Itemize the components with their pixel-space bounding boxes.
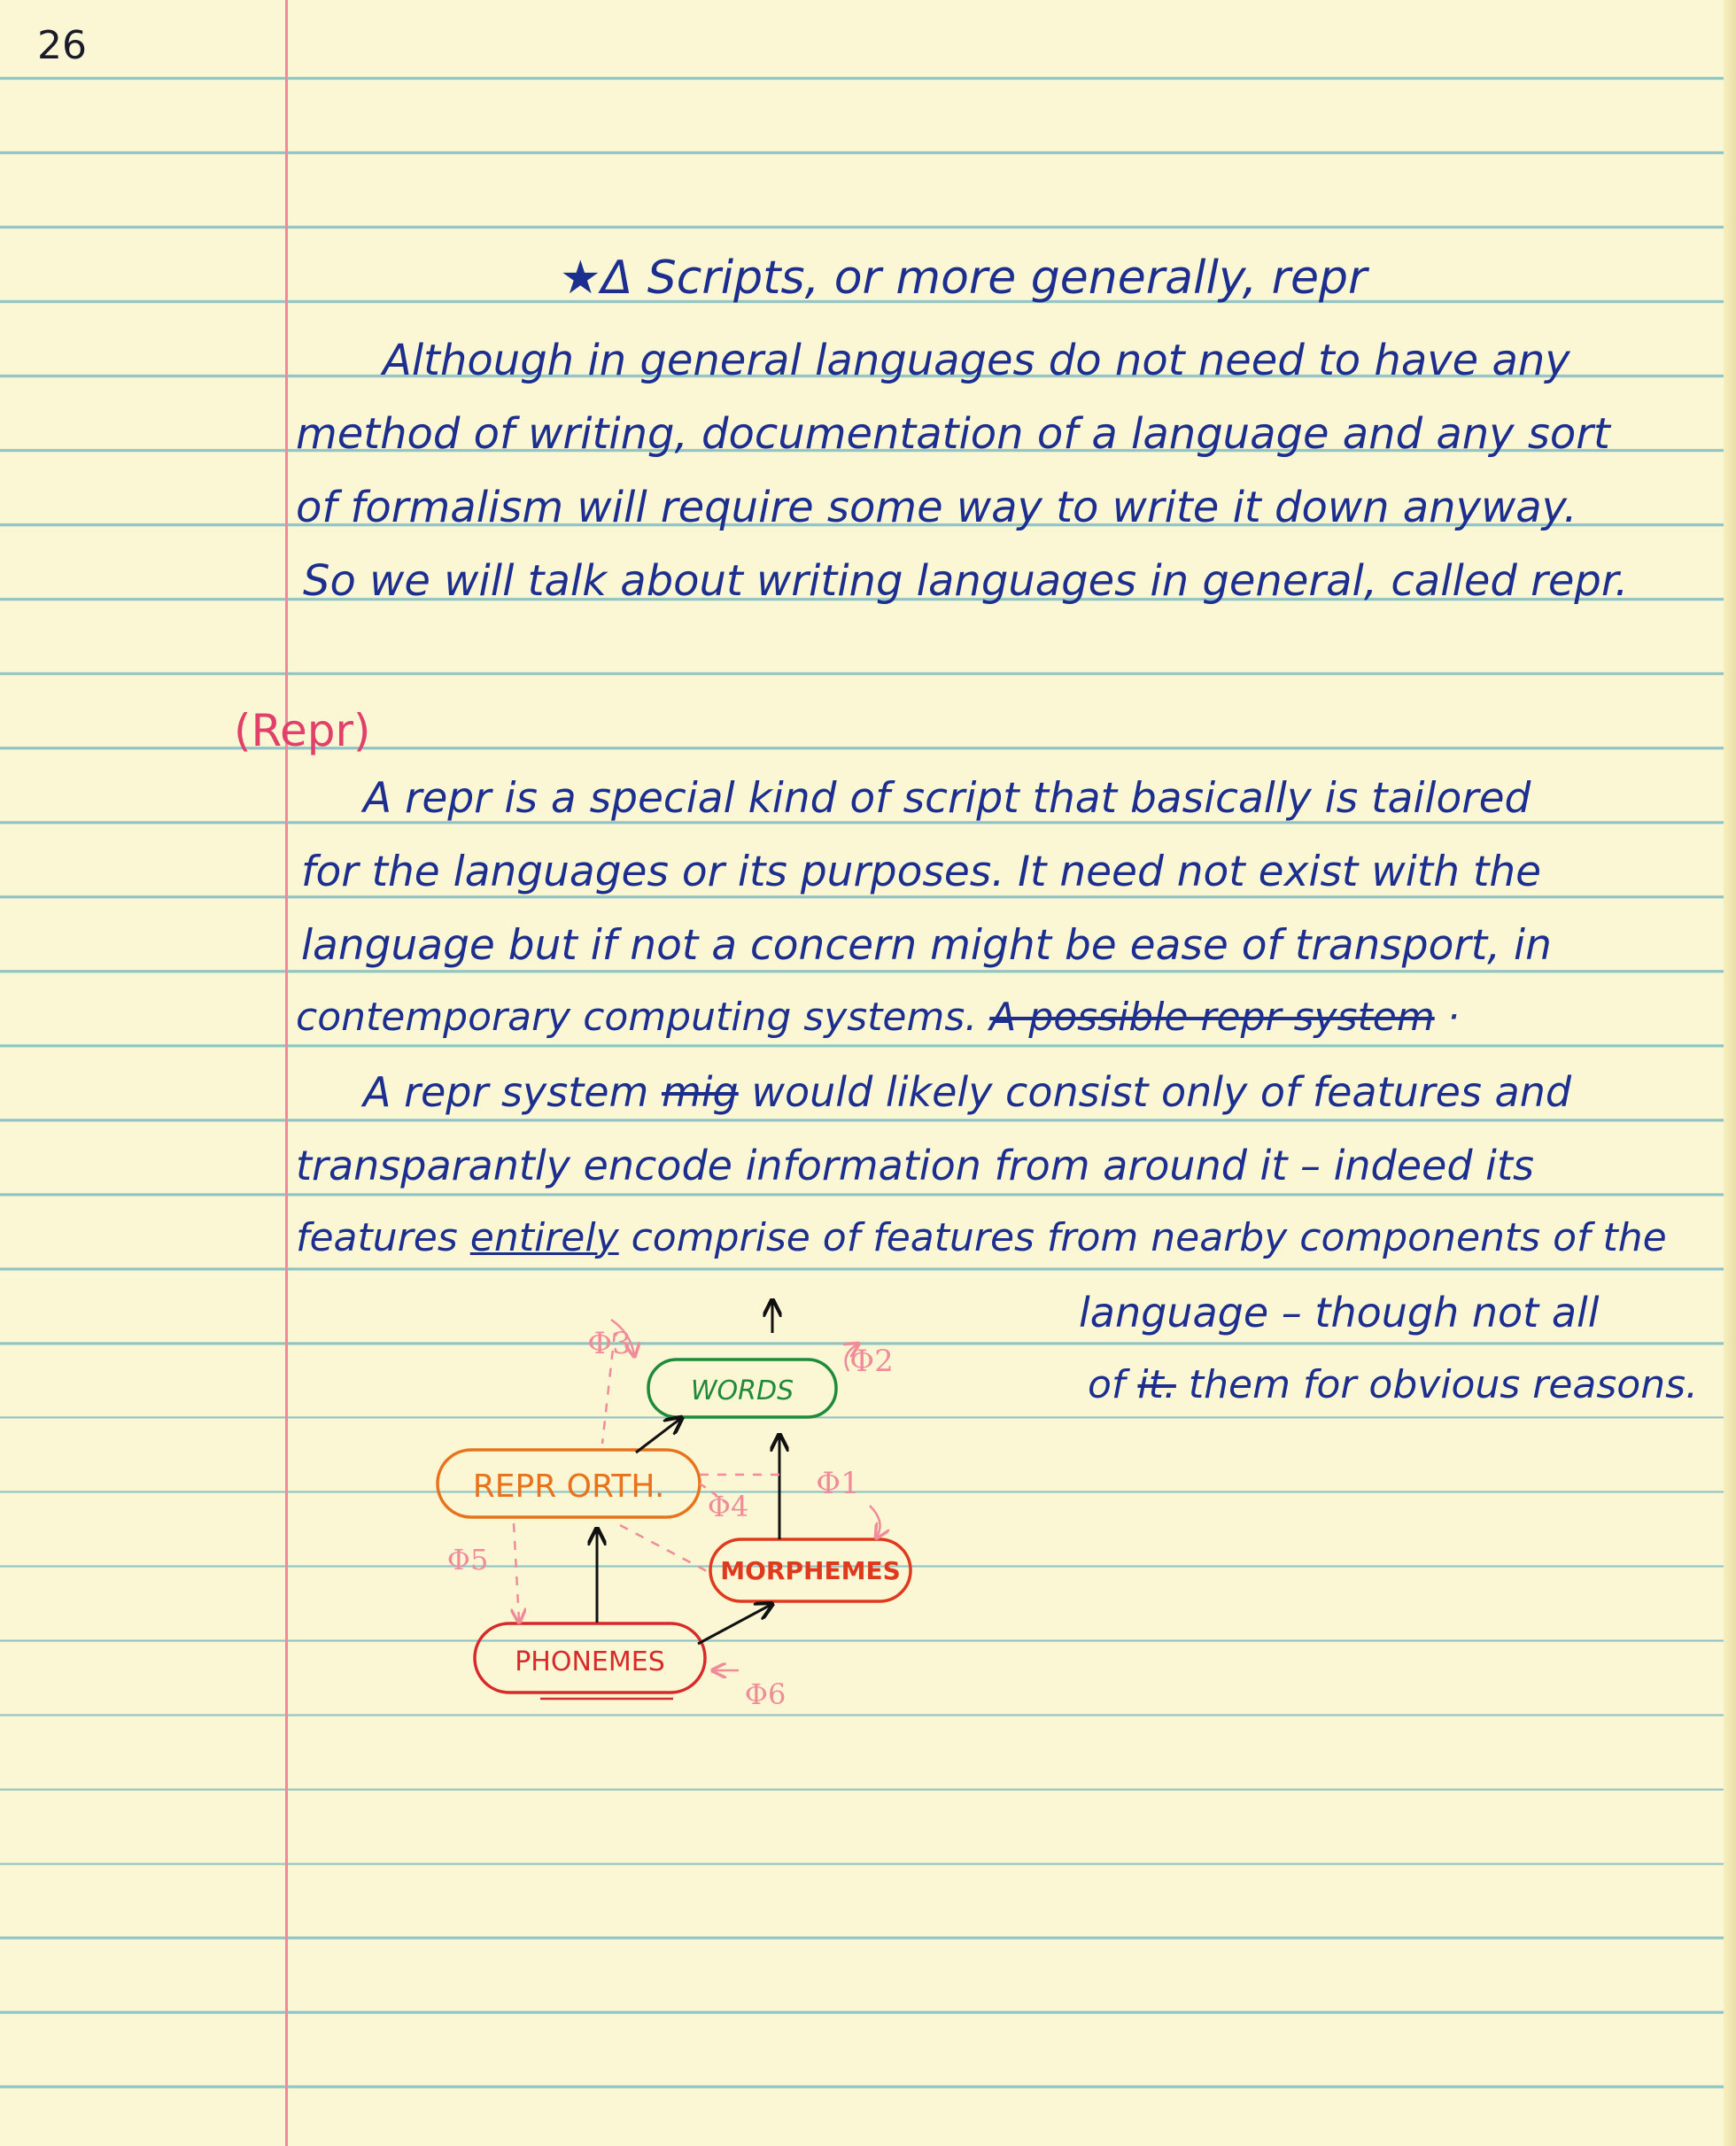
arrow-phonemes-to-morphemes xyxy=(698,1605,771,1644)
orth-morphemes-dash xyxy=(620,1525,709,1572)
phi5-dash xyxy=(514,1523,519,1621)
struck-text: A possible repr system xyxy=(989,995,1435,1040)
heading-text: Scripts, or more generally, repr xyxy=(647,252,1368,305)
phonemes-label: PHONEMES xyxy=(515,1646,665,1677)
paragraph-3-right-line-1: language – though not all xyxy=(1079,1289,1600,1336)
phi6-label: Φ6 xyxy=(744,1677,787,1711)
page-number: 26 xyxy=(37,23,87,68)
section-label: (Repr) xyxy=(234,705,371,756)
paragraph-1-line-4: So we will talk about writing languages in general, called repr. xyxy=(303,556,1629,606)
underlined-word: entirely xyxy=(469,1215,619,1260)
morphemes-label: MORPHEMES xyxy=(720,1556,901,1585)
paragraph-2-line-2: for the languages or its purposes. It need not exist with the xyxy=(301,848,1542,896)
paragraph-2-text: contemporary computing systems. xyxy=(296,995,978,1040)
words-label: WORDS xyxy=(690,1375,794,1406)
paragraph-3-line-3-start: features xyxy=(296,1215,458,1260)
paragraph-1-line-2: method of writing, documentation of a language and any sort xyxy=(296,409,1610,459)
star-delta-icon: ★Δ xyxy=(560,252,633,305)
paragraph-3-start: A repr system xyxy=(363,1068,649,1116)
phi1-arrow xyxy=(870,1506,880,1537)
paragraph-2-line-1: A repr is a special kind of script that basically is tailored xyxy=(363,774,1531,823)
right-line-2-start: of xyxy=(1088,1362,1126,1407)
phi3-label: Φ3 xyxy=(587,1326,632,1361)
paragraph-3-rest: would likely consist only of features and xyxy=(751,1068,1572,1116)
repr-orth-label: REPR ORTH. xyxy=(472,1468,665,1505)
phi4-label: Φ4 xyxy=(707,1490,749,1523)
paragraph-1-line-3: of formalism will require some way to write it down anyway. xyxy=(296,483,1577,532)
paragraph-2-line-3: language but if not a concern might be ease of transport, in xyxy=(301,921,1552,970)
end-mark: · xyxy=(1446,995,1460,1040)
struck-it: it. xyxy=(1137,1362,1176,1407)
paragraph-3-line-3-rest: comprise of features from nearby components of the xyxy=(631,1215,1667,1260)
right-line-2-rest: them for obvious reasons. xyxy=(1188,1362,1699,1407)
paragraph-3-line-2: transparantly encode information from around it – indeed its xyxy=(296,1142,1534,1189)
arrow-orth-to-words xyxy=(636,1419,680,1453)
phi1-label: Φ1 xyxy=(816,1466,860,1501)
phi5-label: Φ5 xyxy=(446,1543,489,1577)
phi2-label: Φ2 xyxy=(849,1344,894,1379)
struck-word: mig xyxy=(661,1068,739,1116)
paragraph-1-line-1: Although in general languages do not need to have any xyxy=(383,336,1570,385)
